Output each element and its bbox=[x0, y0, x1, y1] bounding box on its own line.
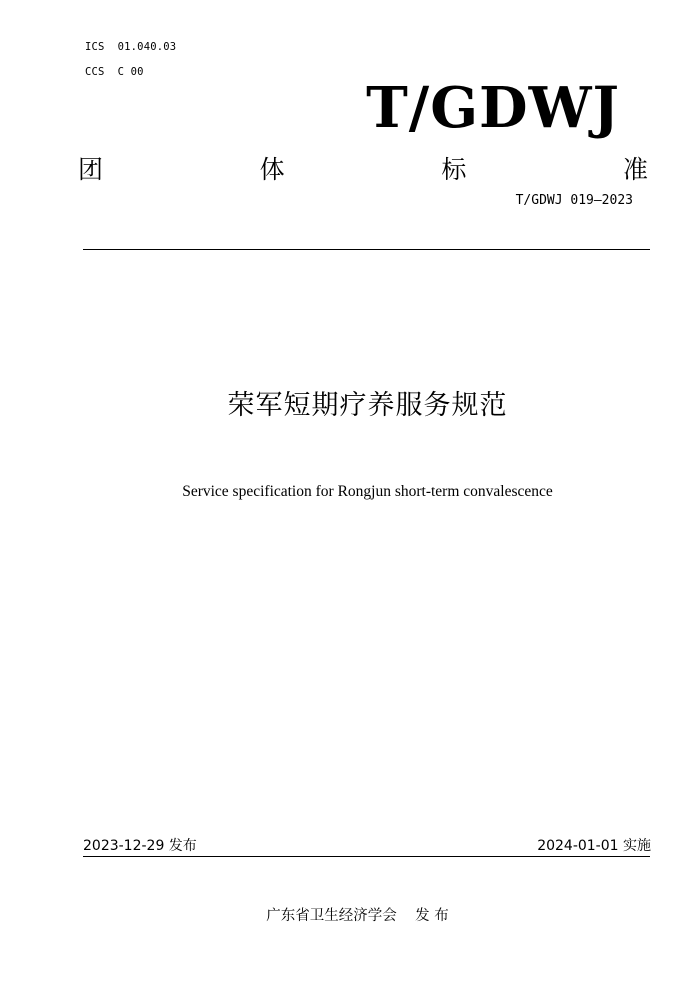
publish-date: 2023-12-29 发布 bbox=[83, 838, 197, 854]
standard-logo: T/GDWJ bbox=[366, 75, 620, 141]
standard-number: T/GDWJ 019—2023 bbox=[515, 193, 633, 208]
implement-date: 2024-01-01 实施 bbox=[537, 838, 651, 854]
document-title-chinese: 荣军短期疗养服务规范 bbox=[227, 390, 508, 421]
type-label-char: 团 bbox=[78, 155, 104, 184]
bottom-divider bbox=[83, 856, 650, 857]
publisher-line: 广东省卫生经济学会 发 布 bbox=[266, 908, 449, 924]
type-label-char: 准 bbox=[622, 155, 648, 184]
standard-type-label bbox=[78, 155, 648, 185]
ics-code: ICS 01.040.03 bbox=[85, 41, 177, 53]
ccs-code: CCS C 00 bbox=[85, 66, 144, 78]
top-divider bbox=[83, 249, 650, 250]
document-title-english: Service specification for Rongjun short-term convalescence bbox=[182, 483, 553, 500]
type-label-char: 标 bbox=[441, 155, 467, 184]
type-label-char: 体 bbox=[259, 155, 285, 184]
